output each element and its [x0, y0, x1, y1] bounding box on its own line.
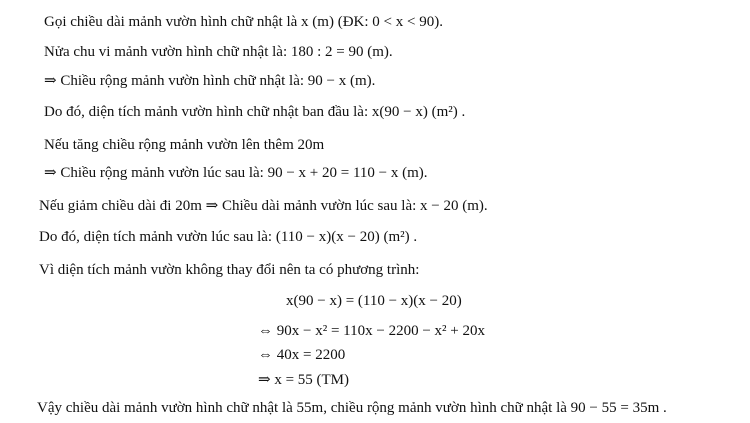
equation-4: ⇒ x = 55 (TM)	[258, 372, 350, 388]
equation-3: ⇔ 40x = 2200	[258, 347, 346, 363]
text-line-1: Gọi chiều dài mảnh vườn hình chữ nhật là x (m) (ĐK: 0 < x < 90).	[44, 14, 443, 30]
text-line-3: ⇒ Chiều rộng mảnh vườn hình chữ nhật là: 90 − x (m).	[44, 73, 376, 89]
equation-2: ⇔ 90x − x² = 110x − 2200 − x² + 20x	[258, 323, 485, 339]
text-line-5: Nếu tăng chiều rộng mảnh vườn lên thêm 20m	[44, 137, 325, 153]
text-line-2: Nửa chu vi mảnh vườn hình chữ nhật là: 180 : 2 = 90 (m).	[44, 44, 393, 60]
equation-1: x(90 − x) = (110 − x)(x − 20)	[286, 293, 462, 309]
text-line-8: Do đó, diện tích mảnh vườn lúc sau là: (110 − x)(x − 20) (m²) .	[39, 229, 418, 245]
text-line-7: Nếu giảm chiều dài đi 20m ⇒ Chiều dài mảnh vườn lúc sau là: x − 20 (m).	[39, 198, 488, 214]
conclusion-line: Vậy chiều dài mảnh vườn hình chữ nhật là 55m, chiều rộng mảnh vườn hình chữ nhật là 90 − 55 = 35m .	[37, 400, 667, 416]
text-line-9: Vì diện tích mảnh vườn không thay đổi nên ta có phương trình:	[39, 262, 420, 278]
text-line-6: ⇒ Chiều rộng mảnh vườn lúc sau là: 90 − x + 20 = 110 − x (m).	[44, 165, 428, 181]
text-line-4: Do đó, diện tích mảnh vườn hình chữ nhật ban đầu là: x(90 − x) (m²) .	[44, 104, 466, 120]
